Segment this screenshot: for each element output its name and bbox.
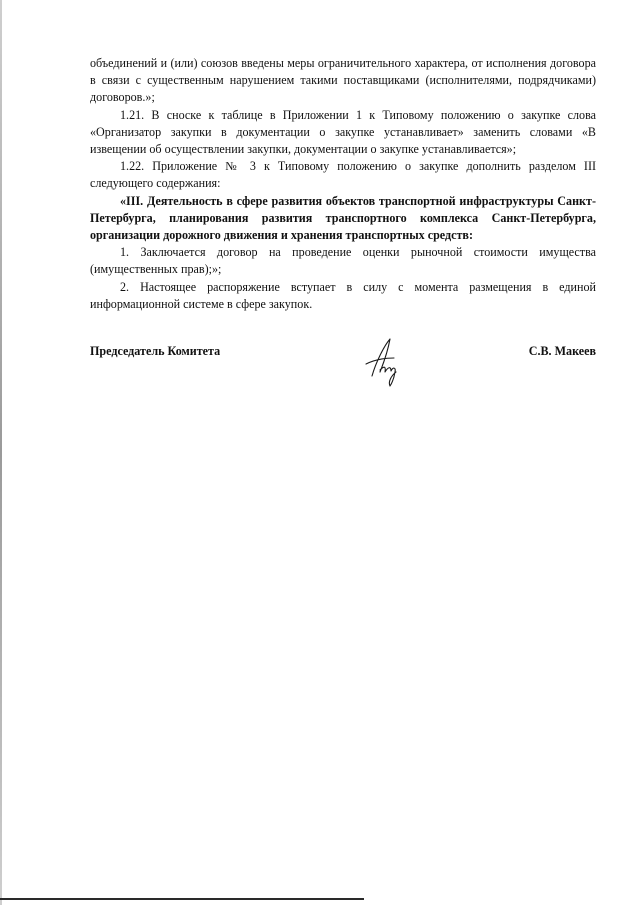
page-edge xyxy=(0,0,2,905)
paragraph-continuation: объединений и (или) союзов введены меры ограничительного характера, от исполнения договора в связи с существенным нарушением такими поставщиками (исполнителями, подрядчиками) договоров.»; xyxy=(90,56,596,105)
section-heading-iii: «III. Деятельность в сфере развития объектов транспортной инфраструктуры Санкт-Петербурга, планирования развития транспортного комплекса Санкт-Петербурга, организации дорожного движения и хранения транспортных средств: xyxy=(90,193,596,243)
paragraph-1-21: 1.21. В сноске к таблице в Приложении 1 к Типовому положению о закупке слова «Организатор закупки в документации о закупке устанавливает» заменить словами «В извещении об осуществлении закупки, документации о закупке устанавливается»; xyxy=(90,107,596,157)
document-body xyxy=(90,55,596,313)
scan-artifact-line xyxy=(0,898,364,900)
signatory-name: С.В. Макеев xyxy=(528,344,596,358)
paragraph-1-22: 1.22. Приложение № 3 к Типовому положению о закупке дополнить разделом III следующего содержания: xyxy=(90,159,596,191)
paragraph-item-1: 1. Заключается договор на проведение оценки рыночной стоимости имущества (имущественных прав);»; xyxy=(90,245,596,277)
signature-block xyxy=(90,336,596,396)
signatory-title: Председатель Комитета xyxy=(90,344,221,358)
handwritten-signature xyxy=(358,336,408,388)
paragraph-item-2: 2. Настоящее распоряжение вступает в силу с момента размещения в единой информационной системе в сфере закупок. xyxy=(90,279,596,311)
